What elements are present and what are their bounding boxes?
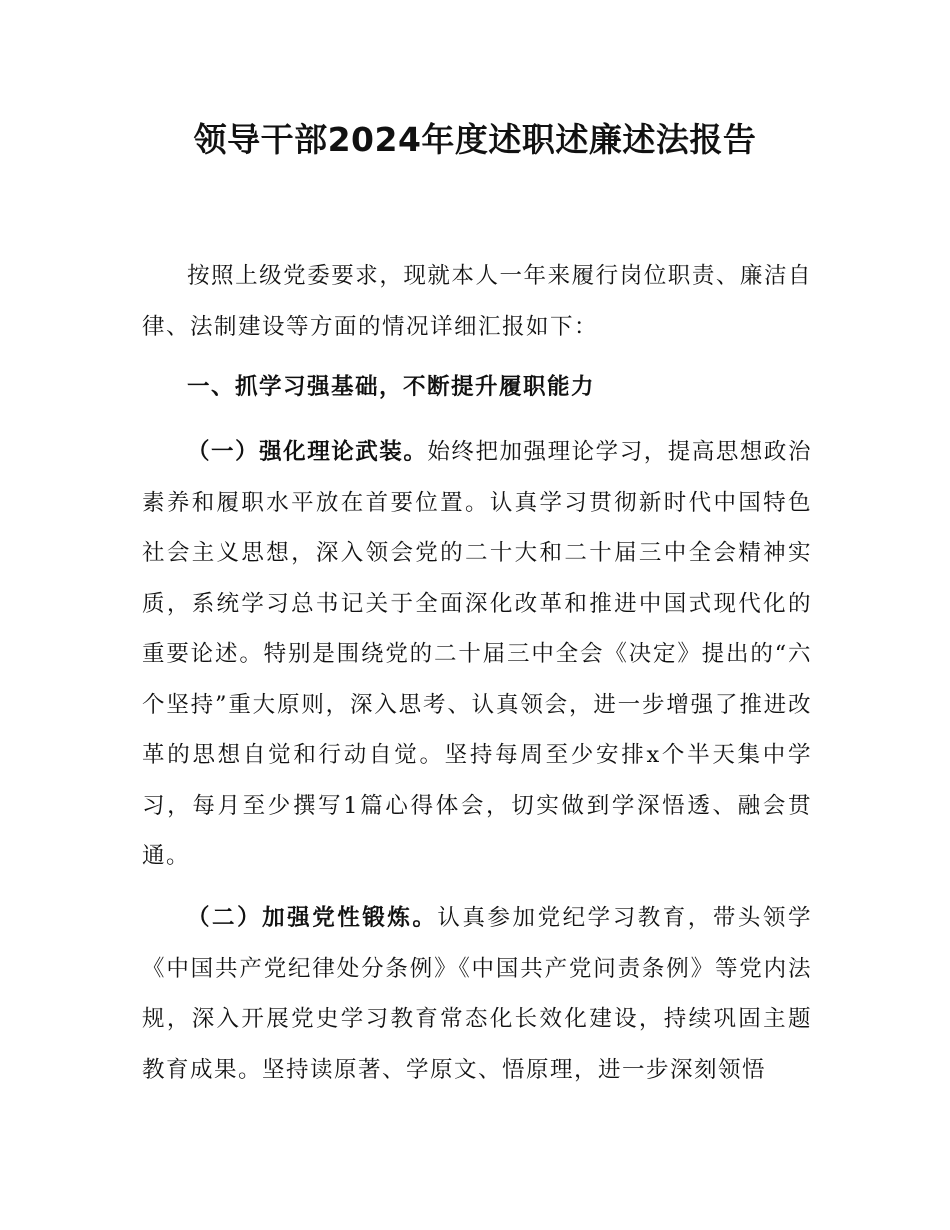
paragraph-text: 认真参加党纪学习教育，带头领学《中国共产党纪律处分条例》《中国共产党问责条例》等党内法规，深入开展党史学习教育常态化长效化建设，持续巩固主题教育成果。坚持读原著、学原文、悟原理，进一步深刻领悟 (142, 905, 812, 1083)
paragraph-lead: （一）强化理论武装。 (187, 439, 428, 465)
paragraph-lead: （二）加强党性锻炼。 (187, 905, 438, 931)
body-paragraph (142, 893, 812, 1095)
intro-paragraph: 按照上级党委要求，现就本人一年来履行岗位职责、廉洁自律、法制建设等方面的情况详细汇报如下： (142, 263, 812, 340)
body-paragraph (142, 427, 812, 882)
section-heading: 一、抓学习强基础，不断提升履职能力 (187, 374, 596, 400)
document-title: 领导干部2024年度述职述廉述法报告 (193, 120, 757, 159)
paragraph-text: 始终把加强理论学习，提高思想政治素养和履职水平放在首要位置。认真学习贯彻新时代中国特色社会主义思想，深入领会党的二十大和二十届三中全会精神实质，系统学习总书记关于全面深化改革和推进中国式现代化的重要论述。特别是围绕党的二十届三中全会《决定》提出的“六个坚持”重大原则，深入思考、认真领会，进一步增强了推进改革的思想自觉和行动自觉。坚持每周至少安排x个半天集中学习，每月至少撰写1篇心得体会，切实做到学深悟透、融会贯通。 (142, 439, 812, 869)
